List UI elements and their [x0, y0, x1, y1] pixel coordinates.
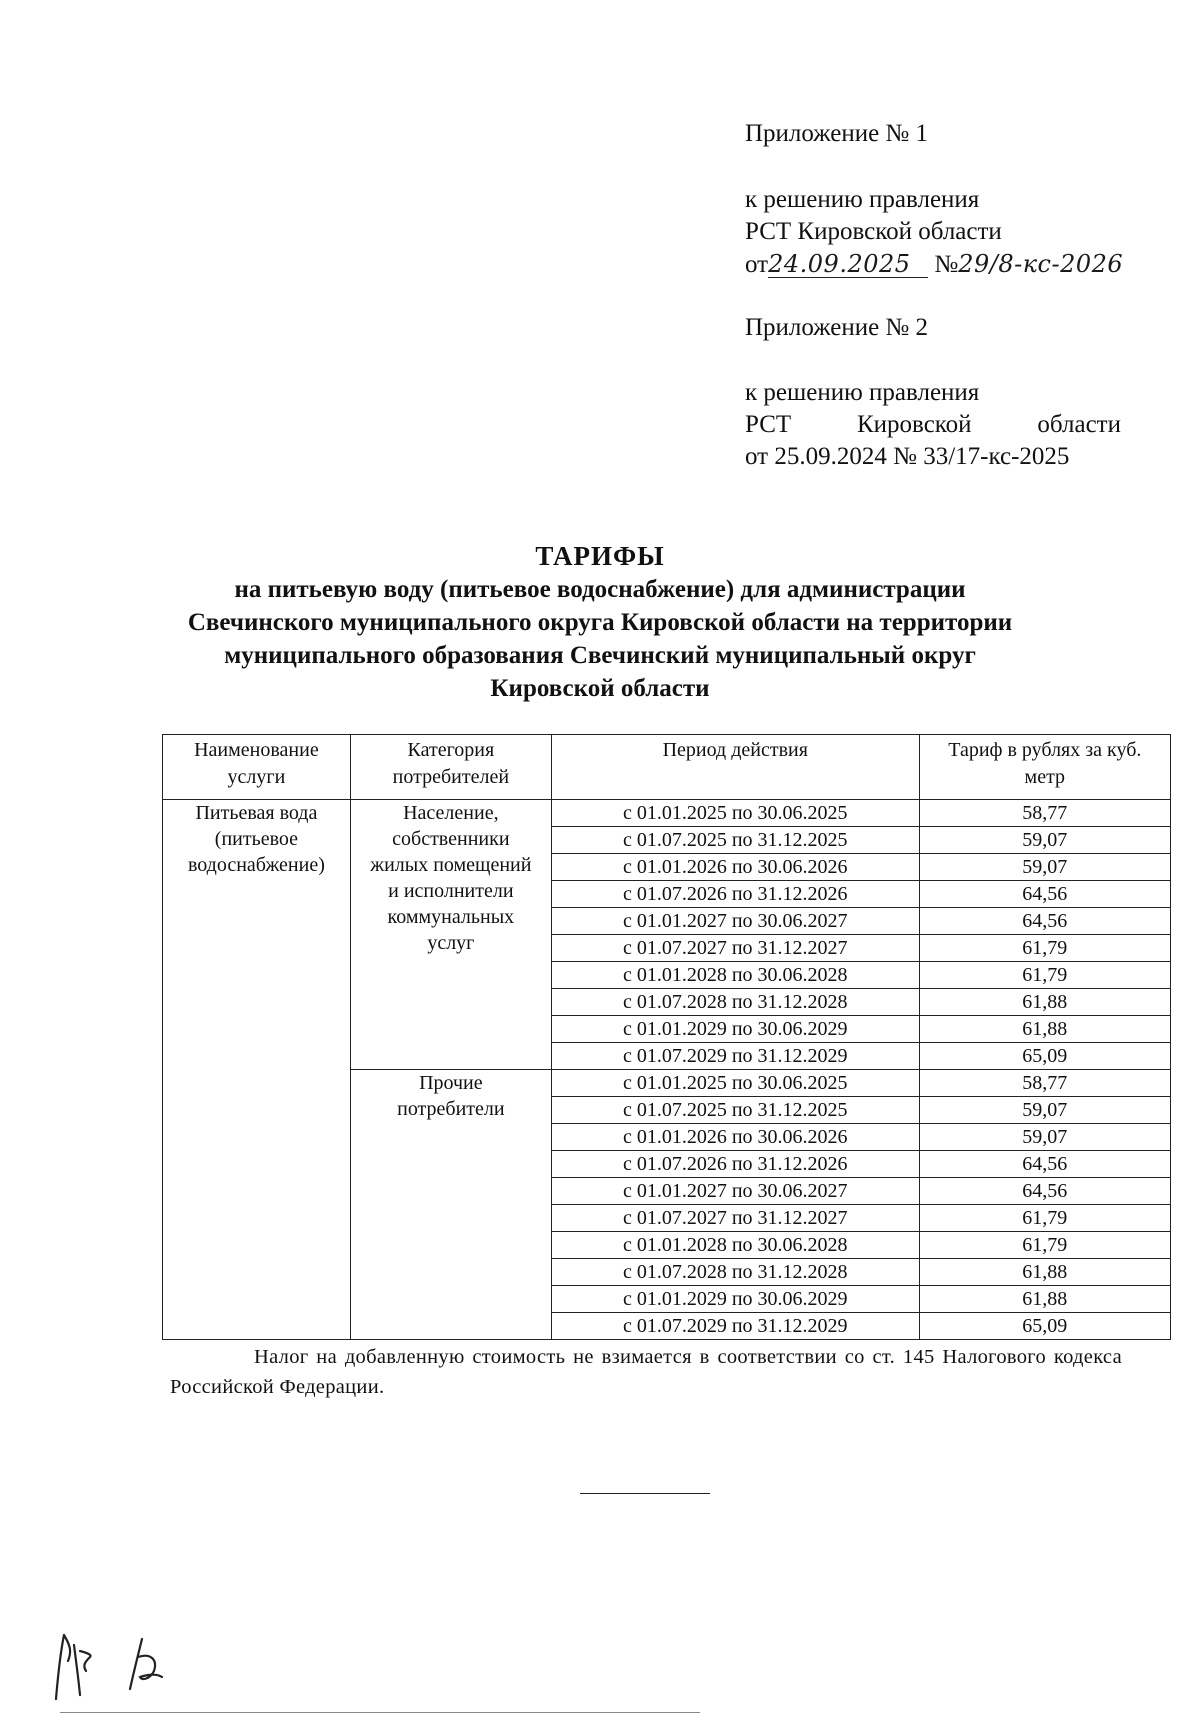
title-line: Кировской области	[490, 675, 710, 702]
document-title	[140, 540, 1060, 705]
period-cell: с 01.01.2028 по 30.06.2028	[551, 962, 919, 989]
period-cell: с 01.01.2025 по 30.06.2025	[551, 800, 919, 827]
category-cell	[350, 800, 551, 1070]
header-service	[163, 735, 351, 800]
cell-line: жилых помещений	[370, 854, 532, 876]
cell-line: Период действия	[662, 739, 808, 761]
tariff-cell: 64,56	[919, 908, 1170, 935]
period-cell: с 01.01.2027 по 30.06.2027	[551, 1178, 919, 1205]
cell-line: Наименование	[194, 739, 319, 761]
table-body	[163, 800, 1171, 1340]
header-category	[350, 735, 551, 800]
tariff-cell: 61,79	[919, 935, 1170, 962]
cell-line: (питьевое	[214, 828, 299, 850]
cell-line: услуги	[227, 766, 286, 788]
title-line: на питьевую воду (питьевое водоснабжение) для администрации	[234, 576, 966, 603]
period-cell: с 01.07.2025 по 31.12.2025	[551, 827, 919, 854]
category-cell	[350, 1070, 551, 1340]
cell-line: метр	[1024, 766, 1066, 788]
tariff-cell: 59,07	[919, 1124, 1170, 1151]
tariff-cell: 64,56	[919, 881, 1170, 908]
tariff-cell: 61,88	[919, 1259, 1170, 1286]
bottom-edge-line	[60, 1712, 700, 1713]
tariff-cell: 61,79	[919, 1205, 1170, 1232]
table-header-row	[163, 735, 1171, 800]
tariff-cell: 61,88	[919, 1016, 1170, 1043]
cell-line: Категория	[407, 739, 495, 761]
tariff-cell: 58,77	[919, 800, 1170, 827]
cell-line: Питьевая вода	[195, 802, 318, 824]
tariff-cell: 65,09	[919, 1313, 1170, 1340]
cell-line: собственники	[392, 828, 510, 850]
date-prefix: от	[745, 251, 769, 278]
rst-word: Кировской	[857, 411, 972, 438]
handwritten-number: 29/8-кс-2026	[958, 250, 1124, 278]
rst-word: области	[1037, 411, 1121, 438]
table-row	[163, 800, 1171, 827]
appendix2-title: Приложение № 2	[745, 314, 929, 341]
cell-line: Тариф в рублях за куб.	[948, 739, 1142, 761]
period-cell: с 01.07.2029 по 31.12.2029	[551, 1043, 919, 1070]
period-cell: с 01.01.2027 по 30.06.2027	[551, 908, 919, 935]
number-prefix: №	[934, 251, 959, 278]
cell-line: водоснабжение)	[187, 854, 325, 876]
service-name-cell	[163, 800, 351, 1340]
period-cell: с 01.07.2026 по 31.12.2026	[551, 1151, 919, 1178]
tariff-cell: 61,79	[919, 962, 1170, 989]
appendix1-line1: к решению правления	[745, 186, 980, 213]
period-cell: с 01.07.2027 по 31.12.2027	[551, 1205, 919, 1232]
period-cell: с 01.01.2026 по 30.06.2026	[551, 1124, 919, 1151]
period-cell: с 01.07.2028 по 31.12.2028	[551, 1259, 919, 1286]
period-cell: с 01.01.2025 по 30.06.2025	[551, 1070, 919, 1097]
tariff-cell: 59,07	[919, 854, 1170, 881]
cell-line: Население,	[403, 802, 499, 824]
cell-line: Прочие	[419, 1072, 483, 1094]
header-period	[551, 735, 919, 800]
tariff-cell: 61,88	[919, 1286, 1170, 1313]
appendix1-title: Приложение № 1	[745, 120, 929, 147]
tariff-cell: 58,77	[919, 1070, 1170, 1097]
appendix2-line3: от 25.09.2024 № 33/17-кс-2025	[745, 443, 1070, 470]
period-cell: с 01.07.2029 по 31.12.2029	[551, 1313, 919, 1340]
cell-line: коммунальных	[387, 906, 515, 928]
vat-note: Налог на добавленную стоимость не взимается в соответствии со ст. 145 Налогового кодекса Российской Федерации.	[170, 1346, 1122, 1398]
tariff-cell: 59,07	[919, 1097, 1170, 1124]
cell-line: потребители	[397, 1098, 505, 1120]
cell-line: услуг	[427, 932, 475, 954]
tariff-cell: 64,56	[919, 1151, 1170, 1178]
tariff-table	[162, 734, 1171, 1340]
header-tariff	[919, 735, 1170, 800]
cell-line: и исполнители	[388, 880, 514, 902]
cell-line: потребителей	[392, 766, 510, 788]
title-line: Свечинского муниципального округа Кировской области на территории	[187, 609, 1013, 636]
period-cell: с 01.01.2029 по 30.06.2029	[551, 1286, 919, 1313]
title-line: муниципального образования Свечинский муниципальный округ	[224, 642, 976, 669]
handwritten-initials-icon	[30, 1615, 220, 1705]
rst-word: РСТ	[745, 411, 792, 438]
handwritten-date: 24.09.2025	[768, 251, 928, 278]
title-line: ТАРИФЫ	[535, 541, 665, 571]
tariff-cell: 61,79	[919, 1232, 1170, 1259]
end-divider	[580, 1493, 710, 1494]
period-cell: с 01.07.2026 по 31.12.2026	[551, 881, 919, 908]
tariff-cell: 59,07	[919, 827, 1170, 854]
appendix1-date-line	[745, 248, 1123, 281]
appendix1-line2: РСТ Кировской области	[745, 218, 1002, 245]
period-cell: с 01.07.2028 по 31.12.2028	[551, 989, 919, 1016]
appendix2-line1: к решению правления	[745, 379, 980, 406]
tariff-cell: 64,56	[919, 1178, 1170, 1205]
tariff-cell: 65,09	[919, 1043, 1170, 1070]
period-cell: с 01.01.2029 по 30.06.2029	[551, 1016, 919, 1043]
period-cell: с 01.07.2025 по 31.12.2025	[551, 1097, 919, 1124]
appendix2-line2	[745, 409, 1121, 441]
tariff-cell: 61,88	[919, 989, 1170, 1016]
period-cell: с 01.07.2027 по 31.12.2027	[551, 935, 919, 962]
period-cell: с 01.01.2028 по 30.06.2028	[551, 1232, 919, 1259]
period-cell: с 01.01.2026 по 30.06.2026	[551, 854, 919, 881]
